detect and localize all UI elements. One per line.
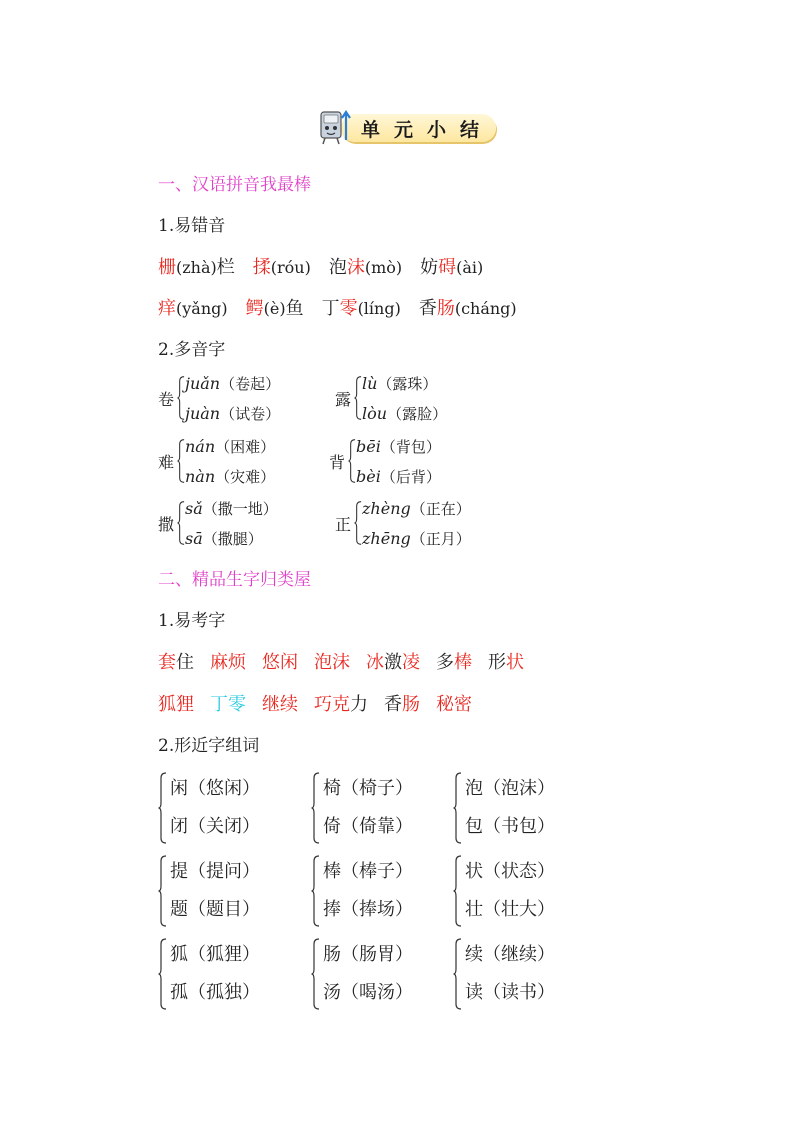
similar-group: [453, 770, 573, 846]
similar-group: [311, 770, 431, 846]
unit-summary-title: [313, 106, 503, 146]
wrong-pronunciation-row-2: [158, 294, 535, 320]
item-prefix: 泡: [328, 257, 347, 278]
similar-group: [158, 936, 278, 1012]
similar-group: [453, 936, 573, 1012]
key-characters-row-2: [158, 690, 488, 716]
reading-word: （背包）: [380, 438, 441, 456]
similar-word-1: 椅（椅子）: [323, 778, 413, 799]
reading-pinyin: zhēng: [362, 529, 411, 548]
similar-word-2: 包（书包）: [465, 816, 555, 837]
page-title: 单元小结: [361, 119, 494, 141]
reading-1: [362, 373, 437, 394]
word-segment: 巧克: [314, 694, 350, 715]
reading-1: [185, 373, 280, 394]
reading-2: [185, 528, 263, 549]
similar-word-2: 汤（喝汤）: [323, 982, 413, 1003]
reading-word: （试卷）: [220, 405, 281, 423]
pinyin-item: [158, 298, 228, 319]
reading-2: [356, 466, 441, 487]
similar-word-2: 孤（孤独）: [170, 982, 260, 1003]
item-highlight: 鳄: [245, 298, 264, 319]
similar-word-2: 闭（关闭）: [170, 816, 260, 837]
word-segment: 激: [384, 652, 402, 673]
similar-word-2: 倚（倚靠）: [323, 816, 413, 837]
similar-word-1: 棒（棒子）: [323, 861, 413, 882]
item-suffix: 栏: [216, 257, 235, 278]
word-item: [210, 694, 246, 715]
reading-1: [362, 498, 471, 519]
word-item: [436, 694, 472, 715]
similar-group: [158, 853, 278, 929]
polyphone-char: 背: [329, 453, 346, 472]
similar-group: [311, 936, 431, 1012]
reading-pinyin: nán: [185, 437, 216, 456]
word-segment: 丁零: [210, 694, 246, 715]
reading-word: （露脸）: [387, 405, 448, 423]
reading-word: （后背）: [380, 468, 441, 486]
word-segment: 肠: [402, 694, 420, 715]
pinyin-item: [253, 257, 311, 278]
reading-2: [185, 466, 275, 487]
brace-icon: [354, 373, 362, 423]
similar-word-2: 读（读书）: [465, 982, 555, 1003]
section1-part2-title: 2.多音字: [158, 340, 226, 360]
reading-2: [362, 403, 447, 424]
brace-icon: [453, 772, 462, 844]
pinyin-item: [246, 298, 304, 319]
word-item: [366, 652, 420, 673]
word-segment: 秘密: [436, 694, 472, 715]
reading-pinyin: zhèng: [362, 499, 411, 518]
brace-icon: [158, 855, 167, 927]
word-item: [262, 652, 298, 673]
polyphone-char: 难: [158, 453, 175, 472]
key-characters-row-1: [158, 648, 540, 674]
word-segment: 状: [506, 652, 524, 673]
reading-pinyin: sā: [185, 529, 203, 548]
word-segment: 棒: [454, 652, 472, 673]
reading-pinyin: bèi: [356, 467, 381, 486]
item-pinyin: (cháng): [454, 299, 517, 318]
item-pinyin: (yǎng): [176, 299, 228, 318]
reading-2: [185, 403, 280, 424]
item-pinyin: (è): [263, 299, 286, 318]
item-prefix: 丁: [321, 298, 340, 319]
similar-group: [311, 853, 431, 929]
word-segment: 泡沫: [314, 652, 350, 673]
reading-pinyin: bēi: [356, 437, 381, 456]
word-segment: 套: [158, 652, 176, 673]
brace-icon: [158, 938, 167, 1010]
item-highlight: 碍: [438, 257, 457, 278]
brace-icon: [348, 436, 356, 486]
similar-group: [453, 853, 573, 929]
word-item: [262, 694, 298, 715]
brace-icon: [453, 855, 462, 927]
brace-icon: [453, 938, 462, 1010]
word-item: [436, 652, 472, 673]
brace-icon: [311, 772, 320, 844]
word-item: [488, 652, 524, 673]
word-segment: 住: [176, 652, 194, 673]
polyphone-char: 撒: [158, 515, 175, 534]
word-segment: 悠闲: [262, 652, 298, 673]
section2-part2-title: 2.形近字组词: [158, 736, 260, 756]
item-pinyin: (ài): [456, 258, 484, 277]
word-item: [158, 694, 194, 715]
similar-word-1: 提（提问）: [170, 861, 260, 882]
section1-part1-title: 1.易错音: [158, 216, 226, 236]
pinyin-item: [158, 257, 235, 278]
word-segment: 香: [384, 694, 402, 715]
item-pinyin: (mò): [364, 258, 403, 277]
reading-pinyin: sǎ: [185, 499, 203, 518]
similar-word-1: 闲（悠闲）: [170, 778, 260, 799]
brace-icon: [311, 855, 320, 927]
word-segment: 形: [488, 652, 506, 673]
item-prefix: 妨: [420, 257, 439, 278]
reading-1: [185, 436, 275, 457]
item-highlight: 零: [339, 298, 358, 319]
reading-word: （正在）: [410, 500, 471, 518]
brace-icon: [177, 436, 185, 486]
section2-title: 二、精品生字归类屋: [158, 570, 311, 590]
item-highlight: 栅: [158, 257, 176, 278]
reading-word: （撒一地）: [202, 500, 278, 518]
word-item: [314, 694, 368, 715]
word-item: [158, 652, 194, 673]
pinyin-item: [322, 298, 401, 319]
item-highlight: 肠: [436, 298, 455, 319]
pinyin-item: [419, 298, 517, 319]
item-suffix: 鱼: [285, 298, 304, 319]
word-segment: 麻烦: [210, 652, 246, 673]
similar-word-1: 状（状态）: [465, 861, 555, 882]
reading-word: （撒腿）: [202, 530, 263, 548]
word-segment: 继续: [262, 694, 298, 715]
word-item: [384, 694, 420, 715]
similar-group: [158, 770, 278, 846]
reading-word: （灾难）: [215, 468, 276, 486]
reading-1: [356, 436, 441, 457]
reading-pinyin: lòu: [362, 404, 388, 423]
polyphone-char: 露: [335, 390, 352, 409]
brace-icon: [177, 498, 185, 548]
similar-word-1: 泡（泡沫）: [465, 778, 555, 799]
reading-pinyin: juǎn: [185, 374, 221, 393]
item-pinyin: (zhà): [176, 258, 217, 277]
section1-title: 一、汉语拼音我最棒: [158, 175, 311, 195]
word-segment: 狐狸: [158, 694, 194, 715]
wrong-pronunciation-row-1: [158, 253, 501, 279]
section2-part1-title: 1.易考字: [158, 611, 226, 631]
mascot-icon: [313, 106, 353, 146]
item-highlight: 痒: [158, 298, 176, 319]
item-pinyin: (róu): [270, 258, 311, 277]
reading-word: （卷起）: [220, 375, 281, 393]
brace-icon: [158, 772, 167, 844]
similar-word-1: 肠（肠胃）: [323, 944, 413, 965]
word-item: [210, 652, 246, 673]
pinyin-item: [329, 257, 402, 278]
word-segment: 多: [436, 652, 454, 673]
similar-word-1: 狐（狐狸）: [170, 944, 260, 965]
reading-word: （正月）: [410, 530, 471, 548]
reading-1: [185, 498, 278, 519]
reading-2: [362, 528, 471, 549]
reading-pinyin: lù: [362, 374, 378, 393]
similar-word-2: 捧（捧场）: [323, 899, 413, 920]
item-prefix: 香: [418, 298, 437, 319]
similar-word-2: 题（题目）: [170, 899, 260, 920]
word-item: [314, 652, 350, 673]
word-segment: 冰: [366, 652, 384, 673]
brace-icon: [354, 498, 362, 548]
reading-word: （困难）: [215, 438, 276, 456]
word-segment: 力: [350, 694, 368, 715]
similar-word-2: 壮（壮大）: [465, 899, 555, 920]
pinyin-item: [420, 257, 483, 278]
reading-word: （露珠）: [377, 375, 438, 393]
brace-icon: [311, 938, 320, 1010]
word-segment: 凌: [402, 652, 420, 673]
reading-pinyin: juàn: [185, 404, 221, 423]
polyphone-char: 卷: [158, 390, 175, 409]
polyphone-char: 正: [335, 515, 352, 534]
reading-pinyin: nàn: [185, 467, 216, 486]
similar-word-1: 续（继续）: [465, 944, 555, 965]
brace-icon: [177, 373, 185, 423]
item-pinyin: (líng): [357, 299, 401, 318]
item-highlight: 揉: [252, 257, 271, 278]
item-highlight: 沫: [346, 257, 365, 278]
